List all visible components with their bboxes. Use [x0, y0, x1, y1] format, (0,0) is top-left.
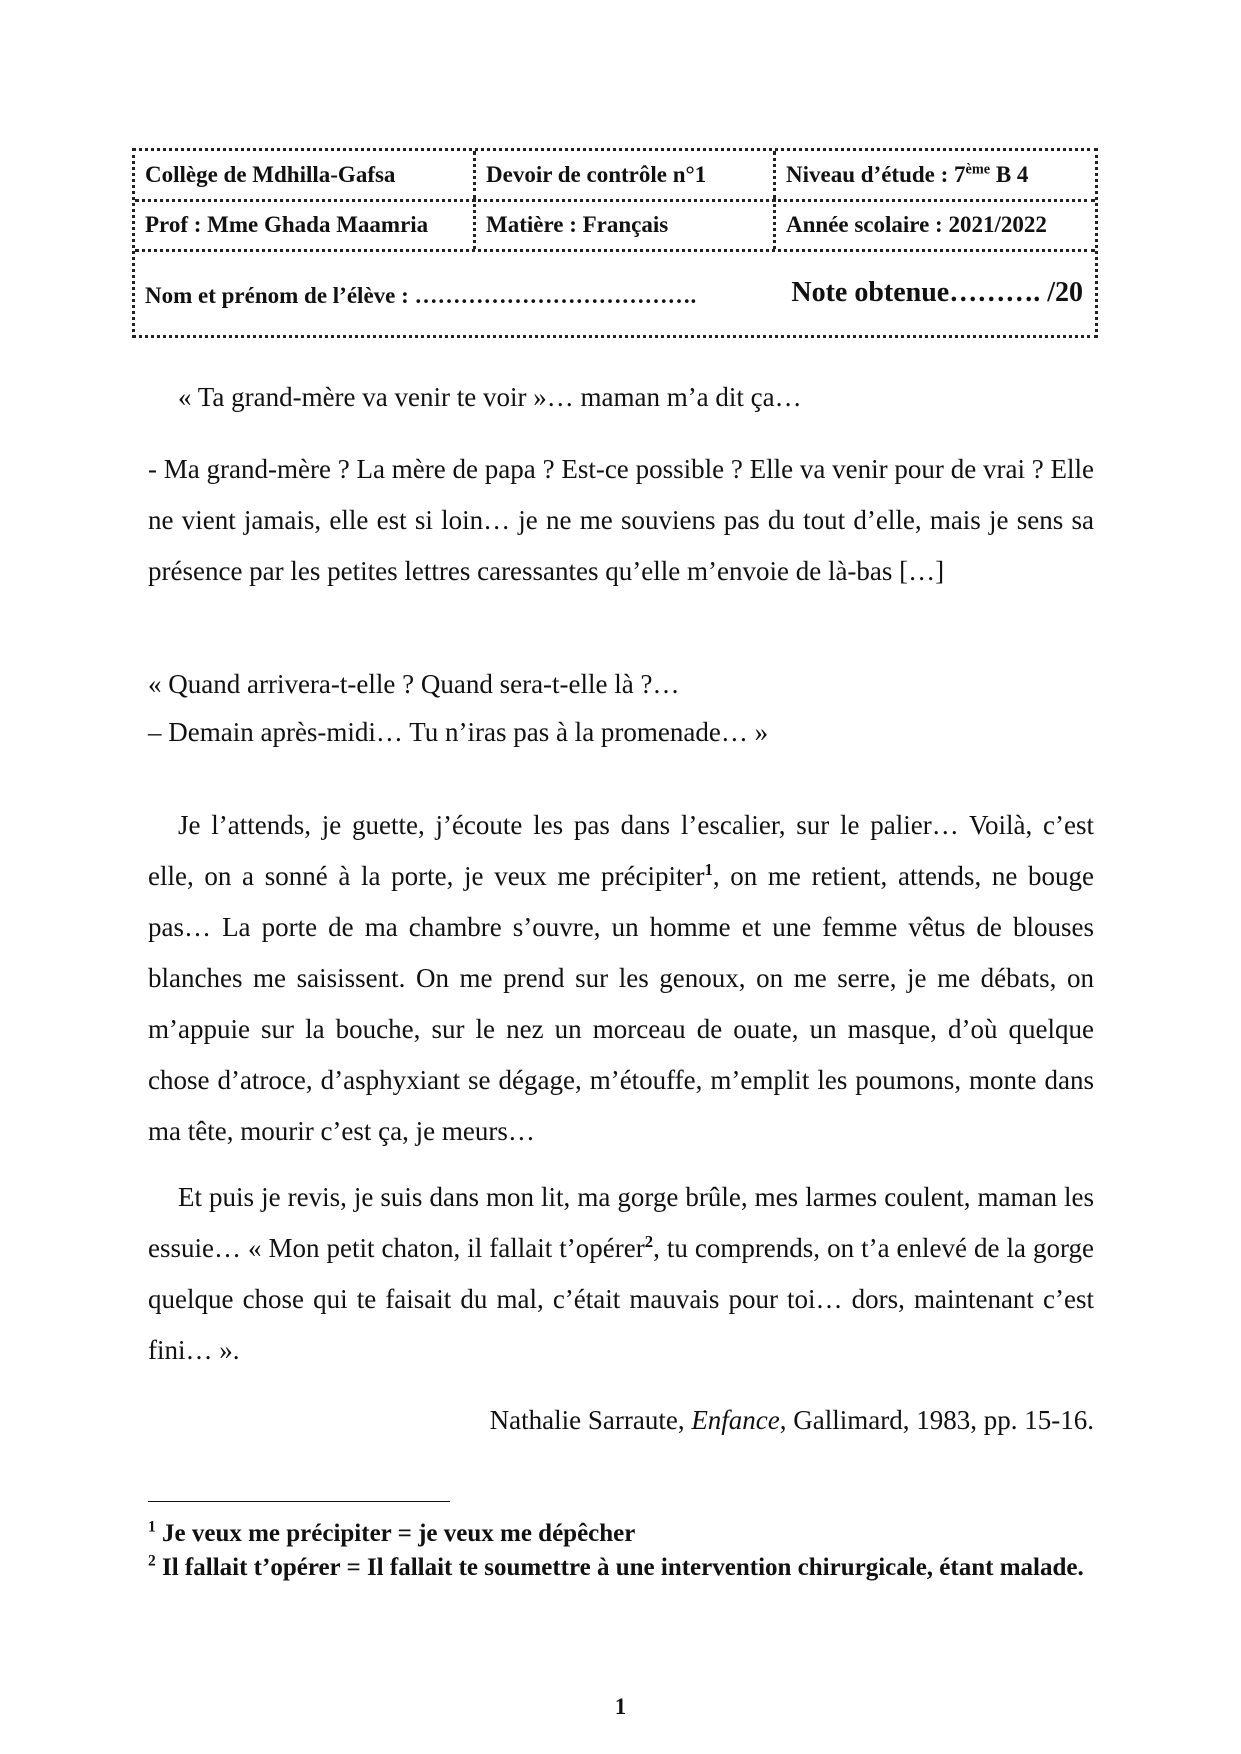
subject-cell: [476, 199, 776, 249]
citation-title: Enfance: [691, 1405, 780, 1435]
study-level-suffix: B 4: [990, 162, 1029, 187]
study-level-prefix: Niveau d’étude : 7: [786, 162, 966, 187]
citation-rest: , Gallimard, 1983, pp. 15-16.: [779, 1405, 1094, 1435]
text-line-1: « Ta grand-mère va venir te voir »… maman m’a dit ça…: [178, 382, 802, 412]
paragraph-4-part-b: , tu comprends, on t’a enlevé de la gorge quelque chose qui te faisait du mal, c’était mauvais pour toi… dors, maintenant c’est fini… ».: [148, 1233, 1095, 1365]
study-level: [786, 163, 1028, 186]
school-name: Collège de Mdhilla-Gafsa: [145, 162, 396, 187]
exam-header-table: [132, 148, 1098, 338]
school-cell: [135, 151, 476, 199]
citation: [490, 1405, 1094, 1436]
dialogue-line-1: « Quand arrivera-t-elle ? Quand sera-t-elle là ?…: [148, 669, 680, 699]
dialogue-line-2: – Demain après-midi… Tu n’iras pas à la promenade… »: [148, 717, 769, 747]
paragraph-2: - Ma grand-mère ? La mère de papa ? Est-ce possible ? Elle va venir pour de vrai ? Elle ne vient jamais, elle est si loin… je ne me souviens pas du tout d’elle, mais je sens sa présence par les petites lettres caressantes qu’elle m’envoie de là-bas […]: [148, 454, 1094, 586]
footnote-2-mark: 2: [148, 1552, 156, 1570]
footnote-2: [148, 1552, 1098, 1584]
student-name-field[interactable]: Nom et prénom de l’élève : ……………………………….: [145, 283, 697, 308]
footnote-ref-2: 2: [644, 1232, 654, 1251]
page-number: 1: [614, 1694, 627, 1719]
year-cell: [776, 199, 1095, 249]
study-level-sup: ème: [965, 161, 991, 178]
footnote-1-text: Je veux me précipiter = je veux me dépêcher: [155, 1520, 636, 1547]
paragraph-4: [148, 1172, 1094, 1376]
footnote-ref-1: 1: [704, 860, 713, 879]
grade-field: Note obtenue………. /20: [791, 277, 1083, 308]
teacher-cell: [135, 199, 476, 249]
header-row-1: [135, 151, 1095, 202]
footnote-divider: [148, 1501, 450, 1502]
header-row-3: [135, 249, 1095, 339]
level-cell: [776, 151, 1095, 199]
subject-name: Matière : Français: [486, 212, 669, 237]
footnote-2-text: Il fallait t’opérer = Il fallait te soumettre à une intervention chirurgicale, étant malade.: [155, 1554, 1084, 1581]
footnote-1-mark: 1: [148, 1518, 156, 1536]
exam-title: Devoir de contrôle n°1: [486, 162, 707, 187]
paragraph-3-part-b: , on me retient, attends, ne bouge pas… La porte de ma chambre s’ouvre, un homme et une femme vêtus de blouses blanches me saisissent. On me prend sur les genoux, on me serre, je me débats, on m’appuie sur la bouche, sur le nez un morceau de ouate, un masque, d’où quelque chose d’atroce, d’asphyxiant se dégage, m’étouffe, m’emplit les poumons, monte dans ma tête, mourir c’est ça, je meurs…: [148, 861, 1094, 1146]
teacher-name: Prof : Mme Ghada Maamria: [145, 212, 429, 237]
header-row-2: [135, 199, 1095, 252]
paragraph-3: [148, 800, 1094, 1157]
citation-author: Nathalie Sarraute,: [489, 1405, 692, 1435]
exam-cell: [476, 151, 776, 199]
paragraph-3-part-a: Je l’attends, je guette, j’écoute les pas dans l’escalier, sur le palier… Voilà, c’est elle, on a sonné à la porte, je veux me précipiter: [148, 810, 1094, 891]
school-year: Année scolaire : 2021/2022: [786, 212, 1047, 237]
paragraph-4-part-a: Et puis je revis, je suis dans mon lit, ma gorge brûle, mes larmes coulent, maman les essuie… « Mon petit chaton, il fallait t’opérer: [148, 1182, 1094, 1263]
footnote-1: [148, 1518, 1098, 1550]
